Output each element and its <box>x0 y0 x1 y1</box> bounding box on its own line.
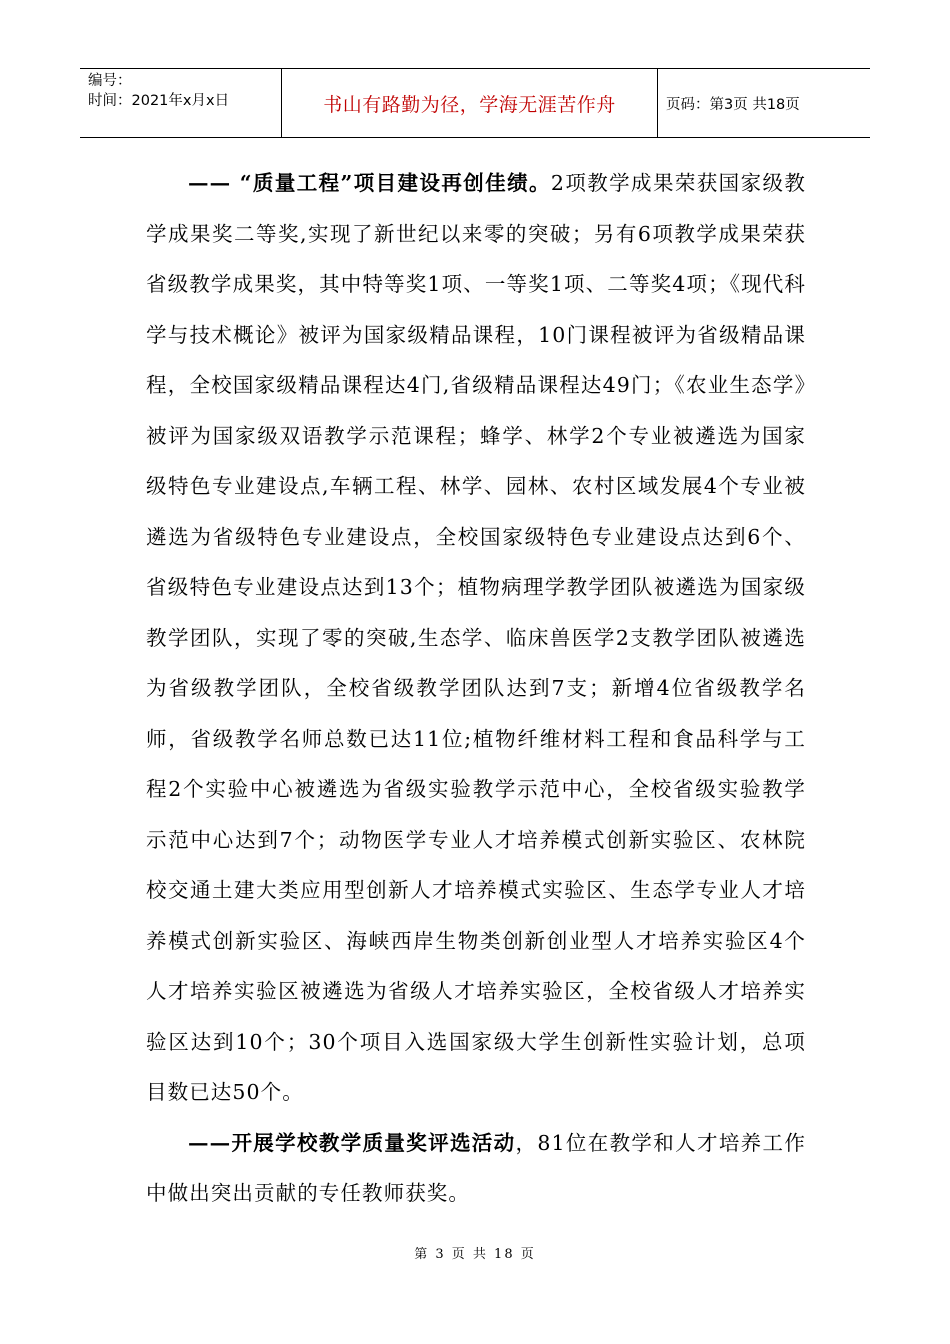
header-meta <box>80 69 282 137</box>
page-header <box>80 68 870 138</box>
paragraph-text: 2项教学成果荣获国家级教学成果奖二等奖,实现了新世纪以来零的突破；另有6项教学成果荣获省级教学成果奖，其中特等奖1项、一等奖1项、二等奖4项；《现代科学与技术概论》被评为国家级精品课程，10门课程被评为省级精品课程，全校国家级精品课程达4门,省级精品课程达49门；《农业生态学》被评为国家级双语教学示范课程；蜂学、林学2个专业被遴选为国家级特色专业建设点,车辆工程、林学、园林、农村区域发展4个专业被遴选为省级特色专业建设点，全校国家级特色专业建设点达到6个、省级特色专业建设点达到13个；植物病理学教学团队被遴选为国家级教学团队，实现了零的突破,生态学、临床兽医学2支教学团队被遴选为省级教学团队，全校省级教学团队达到7支；新增4位省级教学名师，省级教学名师总数已达11位;植物纤维材料工程和食品科学与工程2个实验中心被遴选为省级实验教学示范中心，全校省级实验教学示范中心达到7个；动物医学专业人才培养模式创新实验区、农林院校交通土建大类应用型创新人才培养模式实验区、生态学专业人才培养模式创新实验区、海峡西岸生物类创新创业型人才培养实验区4个人才培养实验区被遴选为省级人才培养实验区，全校省级人才培养实验区达到10个；30个项目入选国家级大学生创新性实验计划，总项目数已达50个。 <box>146 171 806 1104</box>
document-body <box>146 158 806 1219</box>
paragraph-heading: ——开展学校教学质量奖评选活动 <box>188 1130 516 1155</box>
time-label: 时间：2021年x月x日 <box>88 93 230 109</box>
number-label: 编号： <box>88 73 132 89</box>
header-page-code: 页码：第3页 共18页 <box>666 96 800 113</box>
paragraph-teaching-award <box>146 1118 806 1219</box>
page-footer: 第 3 页 共 18 页 <box>414 1247 536 1262</box>
paragraph-text: ，81位在教学和人才培养工作中做出突出贡献的专任教师获奖。 <box>146 1130 806 1205</box>
header-motto: 书山有路勤为径，学海无涯苦作舟 <box>282 69 658 137</box>
paragraph-heading: —— “质量工程”项目建设再创佳绩。 <box>188 171 551 195</box>
paragraph-quality-engineering <box>146 158 806 1118</box>
